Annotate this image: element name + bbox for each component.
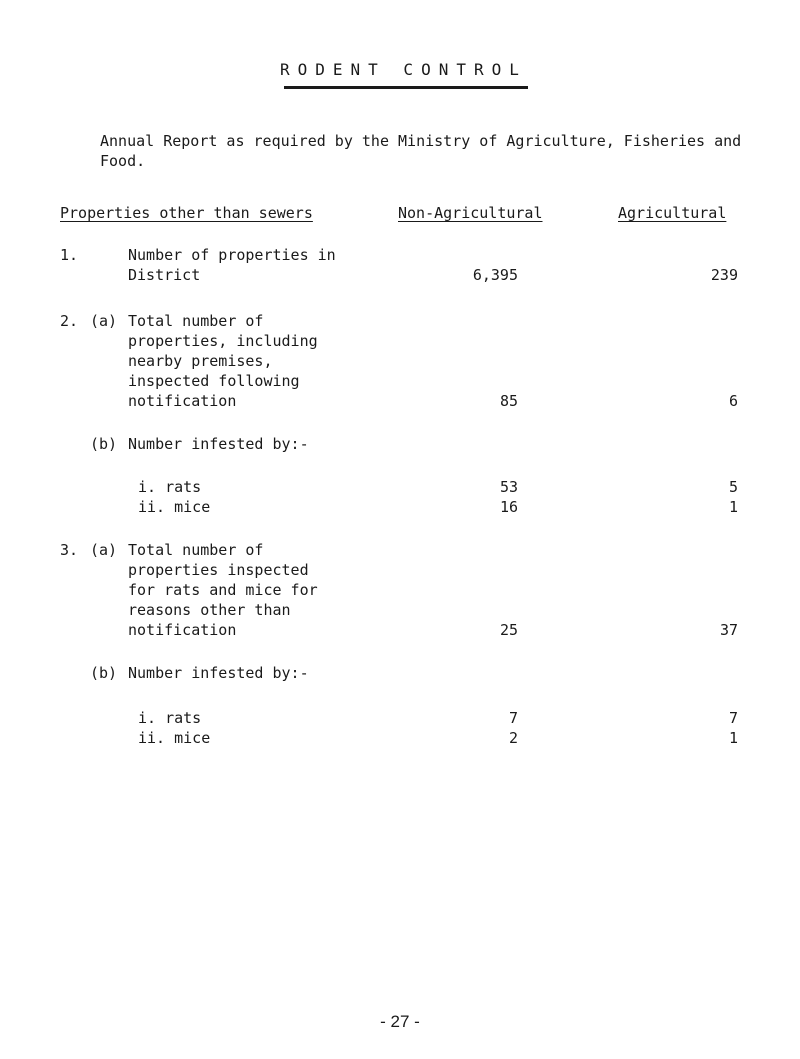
- item-2a-line: notification: [128, 392, 237, 410]
- item-3b-text: Number infested by:-: [128, 664, 309, 682]
- item-3-mice-non-agri: 2: [508, 729, 518, 747]
- item-3a-line: Total number of: [128, 541, 264, 559]
- item-2a-line: Total number of: [128, 312, 264, 330]
- item-2b-label: (b): [90, 435, 118, 453]
- header-properties: Properties other than sewers: [60, 204, 313, 222]
- item-3-mice-label: ii. mice: [138, 729, 211, 747]
- item-3a-agri-value: 37: [719, 621, 738, 639]
- item-3-number: 3.: [60, 541, 79, 559]
- title-underline: [284, 86, 528, 89]
- item-2a-non-agri-value: 85: [499, 392, 518, 410]
- item-3a-non-agri-value: 25: [499, 621, 518, 639]
- item-2-mice-non-agri: 16: [499, 498, 518, 516]
- item-3-rats-label: i. rats: [138, 709, 202, 727]
- page-number: - 27 -: [380, 1012, 420, 1031]
- header-non-agricultural: Non-Agricultural: [398, 204, 543, 222]
- item-3b-label: (b): [90, 664, 118, 682]
- item-2a-line: inspected following: [128, 372, 300, 390]
- item-2-rats-label: i. rats: [138, 478, 202, 496]
- item-1-non-agri-value: 6,395: [472, 266, 518, 284]
- item-2-rats-non-agri: 53: [499, 478, 518, 496]
- item-3-rats-non-agri: 7: [508, 709, 518, 727]
- header-agricultural: Agricultural: [618, 204, 727, 222]
- intro-paragraph: Annual Report as required by the Ministry of Agriculture, Fisheries and Food.: [100, 132, 742, 170]
- item-2b-text: Number infested by:-: [128, 435, 309, 453]
- item-3a-line: notification: [128, 621, 237, 639]
- item-2-mice-label: ii. mice: [138, 498, 211, 516]
- item-2a-agri-value: 6: [728, 392, 738, 410]
- item-2a-line: nearby premises,: [128, 352, 273, 370]
- item-3a-label: (a): [90, 541, 118, 559]
- item-2a-label: (a): [90, 312, 118, 330]
- item-2-number: 2.: [60, 312, 79, 330]
- item-1-agri-value: 239: [710, 266, 738, 284]
- report-title: RODENT CONTROL: [280, 60, 527, 79]
- item-1-line1: Number of properties in: [128, 246, 336, 264]
- item-1-line2: District: [128, 266, 201, 284]
- item-2a-line: properties, including: [128, 332, 318, 350]
- item-3a-line: for rats and mice for: [128, 581, 318, 599]
- item-3-mice-agri: 1: [728, 729, 738, 747]
- item-3a-line: reasons other than: [128, 601, 291, 619]
- item-2-rats-agri: 5: [728, 478, 738, 496]
- item-2-mice-agri: 1: [728, 498, 738, 516]
- item-1-number: 1.: [60, 246, 79, 264]
- item-3-rats-agri: 7: [728, 709, 738, 727]
- item-3a-line: properties inspected: [128, 561, 309, 579]
